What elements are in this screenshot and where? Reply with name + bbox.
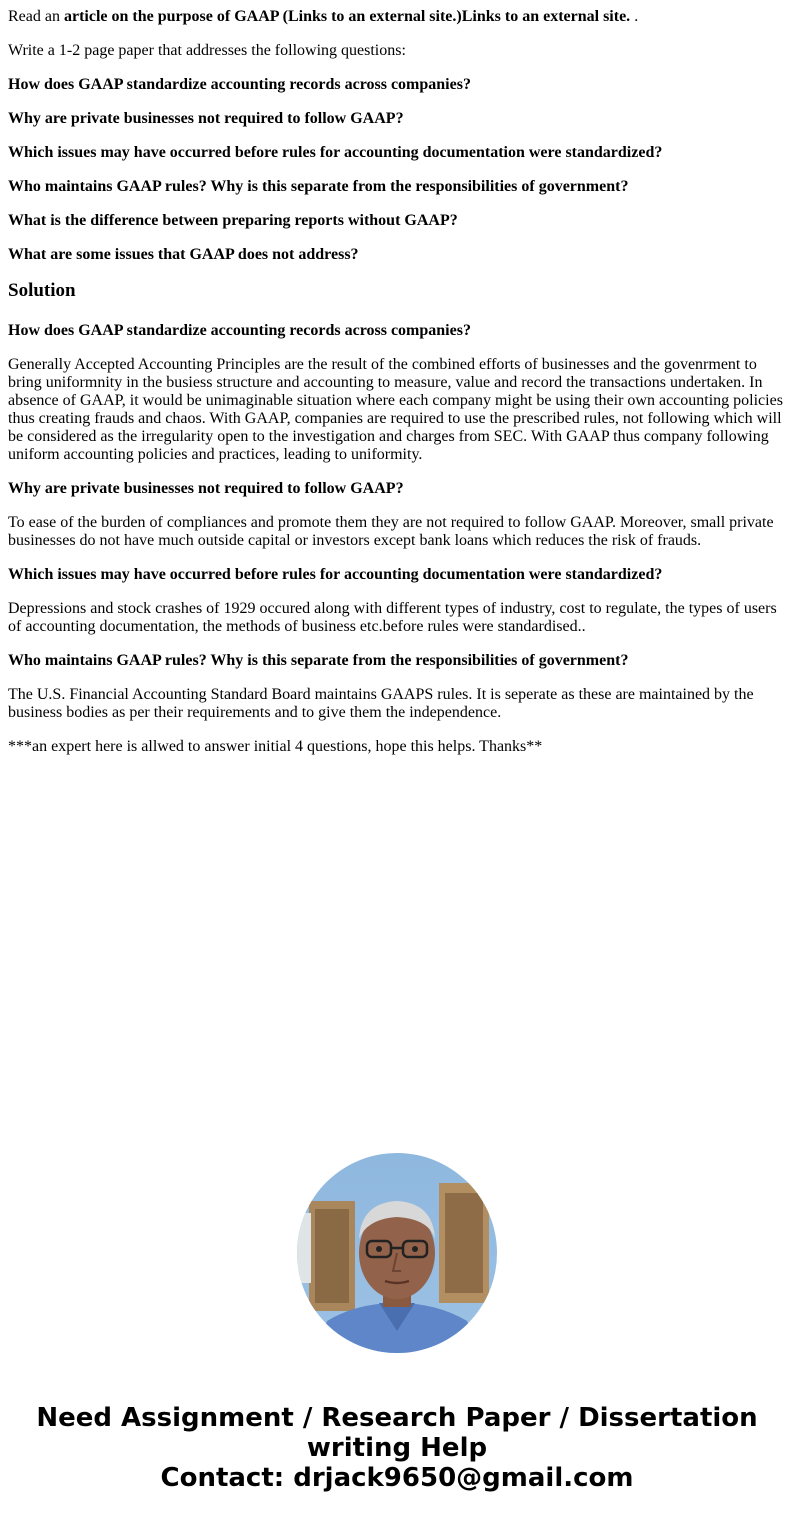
footer-line-1: Need Assignment / Research Paper / Dissertation <box>36 1403 758 1433</box>
question-2: Why are private businesses not required to follow GAAP? <box>8 110 404 127</box>
answer-1-question: How does GAAP standardize accounting records across companies? <box>8 322 471 339</box>
answer-2-text: To ease of the burden of compliances and promote them they are not required to follow GAAP. Moreover, small private businesses do not have much outside capital or investors except bank loans which reduces the risk of frauds. <box>8 514 774 549</box>
task-instructions: Write a 1-2 page paper that addresses the following questions: <box>8 42 406 59</box>
footer-promo <box>0 1403 794 1493</box>
solution-heading: Solution <box>8 280 76 301</box>
question-6: What are some issues that GAAP does not address? <box>8 246 359 263</box>
answer-2-question: Why are private businesses not required to follow GAAP? <box>8 480 404 497</box>
answer-3-question: Which issues may have occurred before rules for accounting documentation were standardized? <box>8 566 663 583</box>
author-avatar <box>297 1153 497 1353</box>
footer-line-2: writing Help <box>306 1433 488 1463</box>
question-5: What is the difference between preparing reports without GAAP? <box>8 212 458 229</box>
answer-4-text: The U.S. Financial Accounting Standard Board maintains GAAPS rules. It is seperate as these are maintained by the business bodies as per their requirements and to give them the independence. <box>8 686 754 721</box>
question-4: Who maintains GAAP rules? Why is this separate from the responsibilities of government? <box>8 178 629 195</box>
article-link[interactable]: article on the purpose of GAAP (Links to an external site.)Links to an external site. <box>63 8 631 25</box>
question-1: How does GAAP standardize accounting records across companies? <box>8 76 471 93</box>
intro-suffix: . <box>630 8 639 25</box>
closing-note: ***an expert here is allwed to answer initial 4 questions, hope this helps. Thanks** <box>8 738 543 755</box>
answer-4-question: Who maintains GAAP rules? Why is this separate from the responsibilities of government? <box>8 652 629 669</box>
intro-prefix: Read an <box>8 8 64 25</box>
intro-paragraph <box>8 8 786 26</box>
answer-3-text: Depressions and stock crashes of 1929 occured along with different types of industry, cost to regulate, the types of users of accounting documentation, the methods of business etc.before rules were standardised.. <box>8 600 777 635</box>
author-portrait-icon <box>297 1153 497 1353</box>
document-body <box>8 0 786 772</box>
footer-contact: Contact: drjack9650@gmail.com <box>160 1463 634 1493</box>
question-3: Which issues may have occurred before rules for accounting documentation were standardized? <box>8 144 663 161</box>
answer-1-text: Generally Accepted Accounting Principles are the result of the combined efforts of businesses and the govenrment to bring uniformnity in the busiess structure and accounting to measure, value and record the transactions undertaken. In absence of GAAP, it would be unimaginable situation where each company might be using their own accounting policies thus creating frauds and chaos. With GAAP, companies are required to use the prescribed rules, not following which will be considered as the irregularity open to the investigation and charges from SEC. With GAAP thus company following uniform accounting policies and practices, leading to uniformity. <box>8 356 783 463</box>
